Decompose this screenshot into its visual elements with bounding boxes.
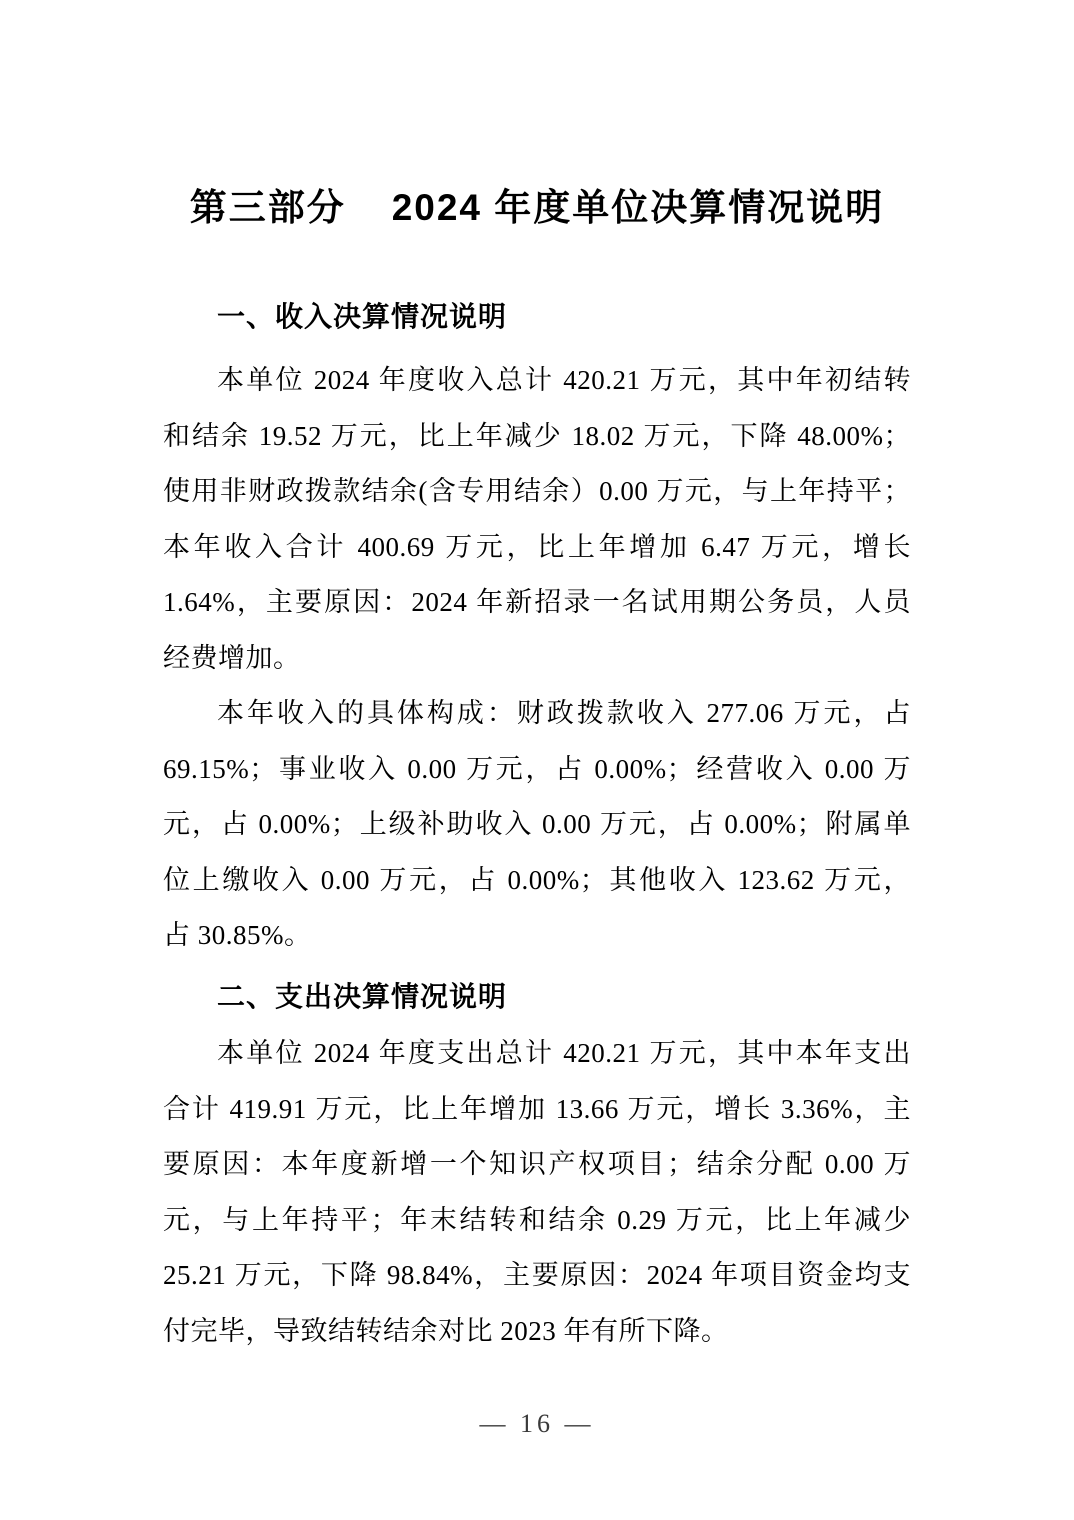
section-heading-income: 一、收入决算情况说明 <box>217 301 508 332</box>
page-title-part2: 2024 年度单位决算情况说明 <box>391 187 885 228</box>
income-composition-paragraph <box>163 686 911 964</box>
section-heading-expenditure: 二、支出决算情况说明 <box>217 981 508 1012</box>
text-line: 25.21 万元，下降 98.84%，主要原因：2024 年项目资金均支 <box>163 1260 911 1290</box>
text-line: 合计 419.91 万元，比上年增加 13.66 万元，增长 3.36%，主 <box>163 1093 911 1124</box>
expenditure-summary-paragraph <box>163 1026 911 1359</box>
text-line: 本单位 2024 年度支出总计 420.21 万元，其中本年支出 <box>217 1038 911 1068</box>
text-line: 本年收入合计 400.69 万元，比上年增加 6.47 万元，增长 <box>163 531 911 562</box>
text-line: 元，占 0.00%；上级补助收入 0.00 万元，占 0.00%；附属单 <box>163 809 911 839</box>
text-line: 元，与上年持平；年末结转和结余 0.29 万元，比上年减少 <box>163 1204 911 1235</box>
text-line: 要原因：本年度新增一个知识产权项目；结余分配 0.00 万 <box>163 1149 911 1179</box>
text-line: 位上缴收入 0.00 万元，占 0.00%；其他收入 123.62 万元， <box>163 864 911 895</box>
page-title <box>163 183 911 233</box>
text-line: 占 30.85%。 <box>163 920 312 950</box>
text-line: 使用非财政拨款结余(含专用结余）0.00 万元，与上年持平； <box>163 476 911 506</box>
text-line: 1.64%，主要原因：2024 年新招录一名试用期公务员，人员 <box>163 587 911 617</box>
income-summary-paragraph <box>163 353 911 686</box>
text-line: 和结余 19.52 万元，比上年减少 18.02 万元，下降 48.00%； <box>163 420 911 451</box>
text-line: 付完毕，导致结转结余对比 2023 年有所下降。 <box>163 1315 729 1346</box>
text-line: 本年收入的具体构成：财政拨款收入 277.06 万元，占 <box>217 698 911 728</box>
text-line: 经费增加。 <box>163 642 301 673</box>
page-number: — 16 — <box>479 1409 595 1438</box>
text-line: 69.15%；事业收入 0.00 万元，占 0.00%；经营收入 0.00 万 <box>163 753 911 784</box>
text-line: 本单位 2024 年度收入总计 420.21 万元，其中年初结转 <box>217 365 911 395</box>
document-body <box>163 0 911 1520</box>
page-title-part1: 第三部分 <box>189 187 346 228</box>
